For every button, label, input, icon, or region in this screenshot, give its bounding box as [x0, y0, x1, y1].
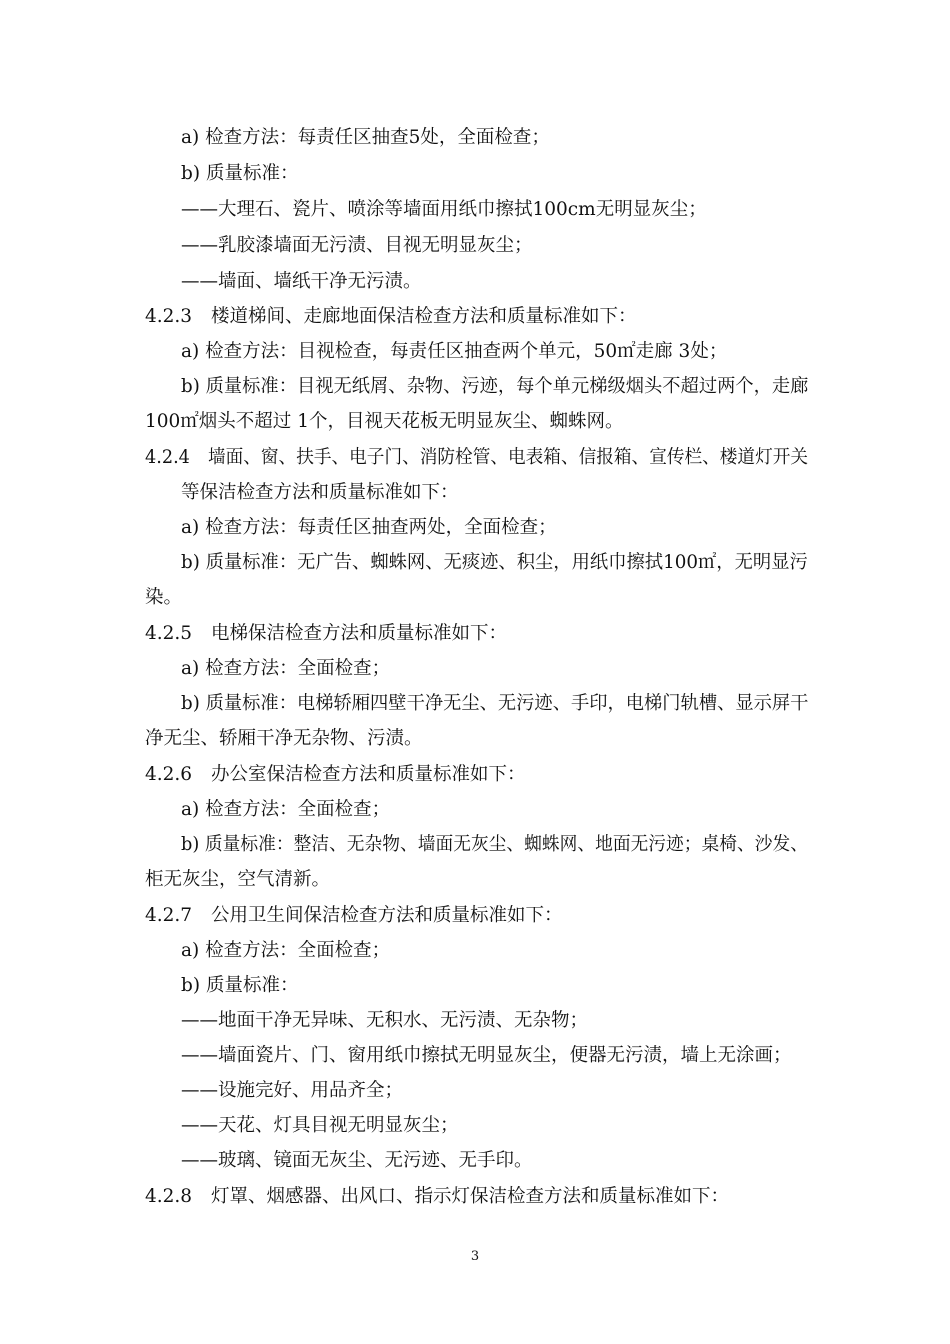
section-number: 4.2.6	[145, 764, 193, 785]
text-line: a) 检查方法：全面检查；	[181, 658, 391, 679]
text-line: 等保洁检查方法和质量标准如下：	[181, 482, 459, 503]
text-line: a) 检查方法：全面检查；	[181, 940, 391, 961]
text-line: b) 质量标准：	[181, 163, 299, 184]
text-line: a) 检查方法：目视检查，每责任区抽查两个单元，50㎡走廊 3处；	[181, 341, 728, 362]
section-number: 4.2.5	[145, 623, 193, 644]
section-number: 4.2.8	[145, 1186, 193, 1207]
text-line: a) 检查方法：每责任区抽查两处，全面检查；	[181, 517, 557, 538]
text-line: b) 质量标准：目视无纸屑、杂物、污迹，每个单元梯级烟头不超过两个，走廊	[181, 376, 809, 397]
text-line: ——天花、灯具目视无明显灰尘；	[181, 1115, 459, 1136]
text-line: ——设施完好、用品齐全；	[181, 1080, 404, 1101]
text-line: b) 质量标准：无广告、蜘蛛网、无痰迹、积尘，用纸巾擦拭100㎡，无明显污	[181, 552, 808, 573]
section-number: 4.2.4	[145, 447, 190, 468]
section-number: 4.2.3	[145, 306, 193, 327]
text-line: ——玻璃、镜面无灰尘、无污迹、无手印。	[181, 1150, 533, 1171]
text-line: b) 质量标准：	[181, 975, 299, 996]
text-line: ——乳胶漆墙面无污渍、目视无明显灰尘；	[181, 235, 533, 256]
text-line: a) 检查方法：全面检查；	[181, 799, 391, 820]
text-line: b) 质量标准：电梯轿厢四壁干净无尘、无污迹、手印，电梯门轨槽、显示屏干	[181, 693, 809, 714]
text-line: a) 检查方法：每责任区抽查5处，全面检查；	[181, 127, 550, 148]
text-line: 净无尘、轿厢干净无杂物、污渍。	[145, 728, 423, 749]
page-number: 3	[470, 1249, 480, 1264]
section-heading: 4.2.5 电梯保洁检查方法和质量标准如下：	[145, 623, 508, 644]
section-heading: 4.2.4 墙面、窗、扶手、电子门、消防栓管、电表箱、信报箱、宣传栏、楼道灯开关	[145, 447, 809, 468]
section-heading: 4.2.8 灯罩、烟感器、出风口、指示灯保洁检查方法和质量标准如下：	[145, 1186, 730, 1207]
text-line: ——地面干净无异味、无积水、无污渍、无杂物；	[181, 1010, 589, 1031]
text-line: b) 质量标准：整洁、无杂物、墙面无灰尘、蜘蛛网、地面无污迹；桌椅、沙发、	[181, 834, 808, 855]
text-line: ——墙面、墙纸干净无污渍。	[181, 271, 422, 292]
text-line: 染。	[145, 587, 183, 608]
section-heading: 4.2.7 公用卫生间保洁检查方法和质量标准如下：	[145, 905, 563, 926]
section-heading: 4.2.6 办公室保洁检查方法和质量标准如下：	[145, 764, 526, 785]
text-line: 柜无灰尘，空气清新。	[145, 869, 331, 890]
section-number: 4.2.7	[145, 905, 193, 926]
text-line: ——墙面瓷片、门、窗用纸巾擦拭无明显灰尘，便器无污渍，墙上无涂画；	[181, 1045, 792, 1066]
text-line: ——大理石、瓷片、喷涂等墙面用纸巾擦拭100cm无明显灰尘；	[181, 199, 707, 220]
section-heading: 4.2.3 楼道梯间、走廊地面保洁检查方法和质量标准如下：	[145, 306, 637, 327]
text-line: 100㎡烟头不超过 1个，目视天花板无明显灰尘、蜘蛛网。	[145, 411, 624, 432]
